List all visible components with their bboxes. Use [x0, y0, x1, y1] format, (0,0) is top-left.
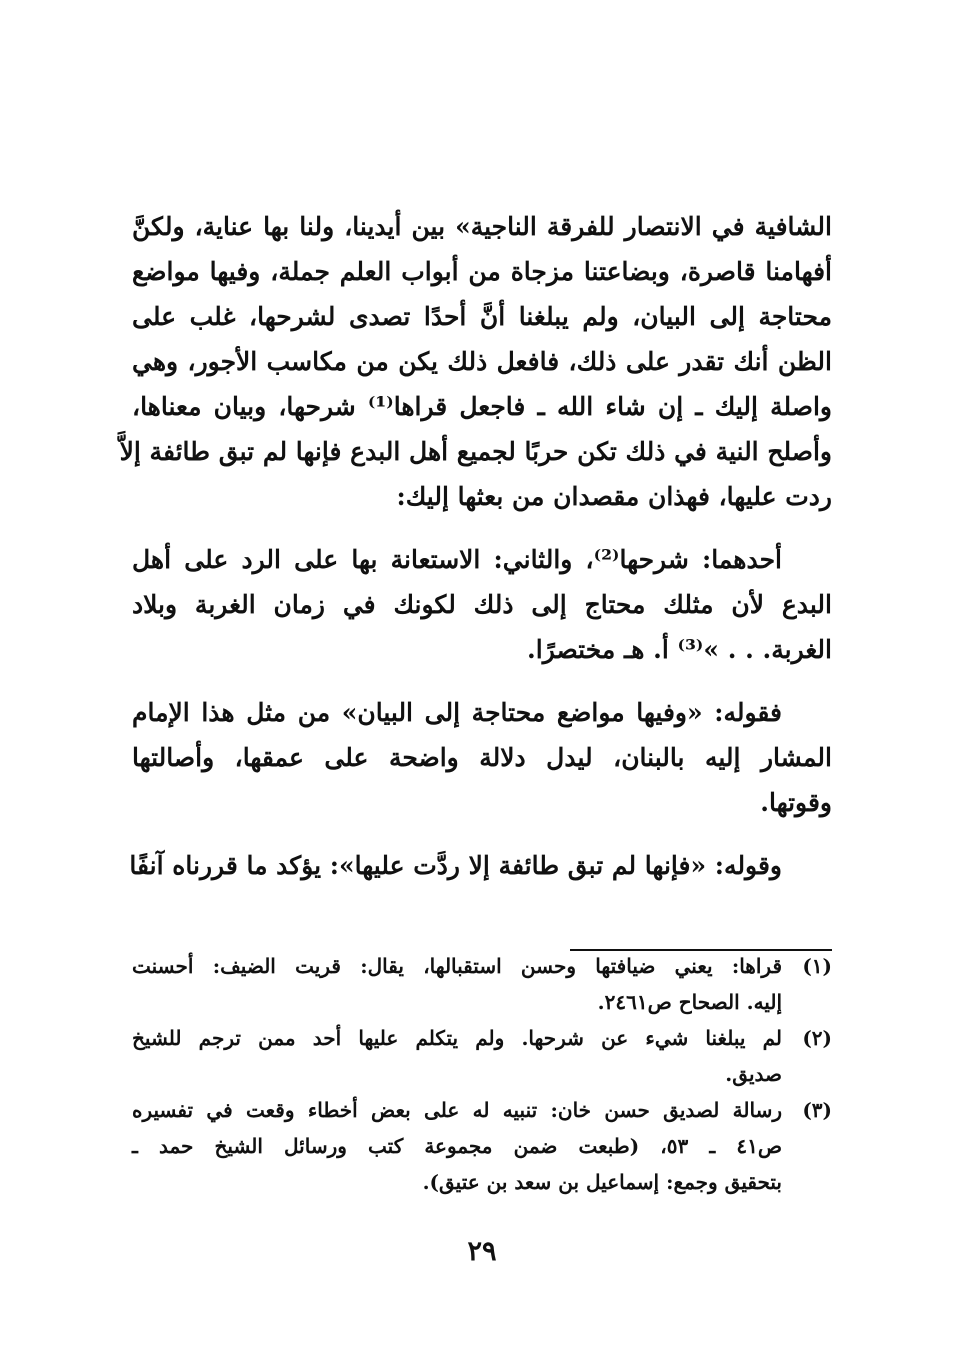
- footnote-line: إليه. الصحاح ص٢٤٦١.: [597, 990, 782, 1014]
- footnote-line: لم يبلغنا شيء عن شرحها. ولم يتكلم عليها أحد ممن ترجم للشيخ: [132, 1026, 783, 1050]
- text-line: الغربة. . . »⁽³⁾ أ. هـ مختصرًا.: [527, 635, 832, 664]
- footnote-line: صديق.: [725, 1062, 782, 1086]
- text-line: الظن أنك تقدر على ذلك، فافعل ذلك يكن من مكاسب الأجور، وهي: [132, 347, 832, 376]
- text-line: الشافية في الانتصار للفرقة الناجية» بين أيدينا، ولنا بها عناية، ولكنَّ: [132, 212, 832, 241]
- footnotes: [132, 948, 832, 1200]
- footnote-line: بتحقيق وجمع: إسماعيل بن سعد بن عتيق).: [422, 1170, 782, 1194]
- text-line: وأصلح النية في ذلك تكن حربًا لجميع أهل البدع فإنها لم تبق طائفة إلاَّ: [119, 437, 832, 466]
- text-line: وقوتها.: [760, 788, 832, 817]
- footnote-line: ص٤١ ـ ٥٣، (طبعت ضمن مجموعة كتب ورسائل الشيخ حمد ـ: [132, 1134, 782, 1158]
- footnote-number: (١): [802, 954, 832, 978]
- footnote-line: قراها: يعني ضيافتها وحسن استقبالها، يقال: قريت الضيف: أحسنت: [132, 954, 782, 978]
- paragraph-1: [119, 204, 833, 519]
- text-line: أفهامنا قاصرة، وبضاعتنا مزجاة من أبواب العلم جملة، وفيها مواضع: [132, 257, 832, 286]
- footnote-number: (٣): [802, 1098, 832, 1122]
- text-line: أحدهما: شرحها⁽²⁾، والثاني: الاستعانة بها على الرد على أهل: [132, 545, 782, 574]
- text-line: البدع لأن مثلك محتاج إلى ذلك لكونك في زمان الغربة وبلاد: [132, 590, 832, 619]
- footnote-3: [132, 1092, 832, 1200]
- page-number: ٢٩: [467, 1236, 497, 1267]
- footnote-number: (٢): [802, 1026, 832, 1050]
- footnote-line: رسالة لصديق حسن خان: تنبيه له على بعض أخطاء وقعت في تفسيره: [132, 1098, 782, 1122]
- text-line: محتاجة إلى البيان، ولم يبلغنا أنَّ أحدًا تصدى لشرحها، غلب على: [132, 302, 832, 331]
- text-line: ردت عليها، فهذان مقصدان من بعثها إليك:: [396, 482, 832, 511]
- text-line: واصلة إليك ـ إن شاء الله ـ فاجعل قراها⁽¹⁾ شرحها، وبيان معناها،: [132, 392, 833, 421]
- text-line: فقوله: «وفيها مواضع محتاجة إلى البيان» من مثل هذا الإمام: [132, 698, 782, 727]
- paragraph-2: [132, 537, 832, 672]
- paragraph-3: [132, 690, 832, 825]
- text-line: وقوله: «فإنها لم تبق طائفة إلا ردَّت عليها»: يؤكد ما قررناه آنفًا: [129, 851, 782, 880]
- footnote-1: [132, 948, 832, 1020]
- text-line: المشار إليه بالبنان، ليدل دلالة واضحة على عمقها، وأصالتها: [132, 743, 832, 772]
- paragraph-4: [129, 843, 832, 888]
- main-text: [119, 204, 833, 906]
- footnote-2: [132, 1020, 832, 1092]
